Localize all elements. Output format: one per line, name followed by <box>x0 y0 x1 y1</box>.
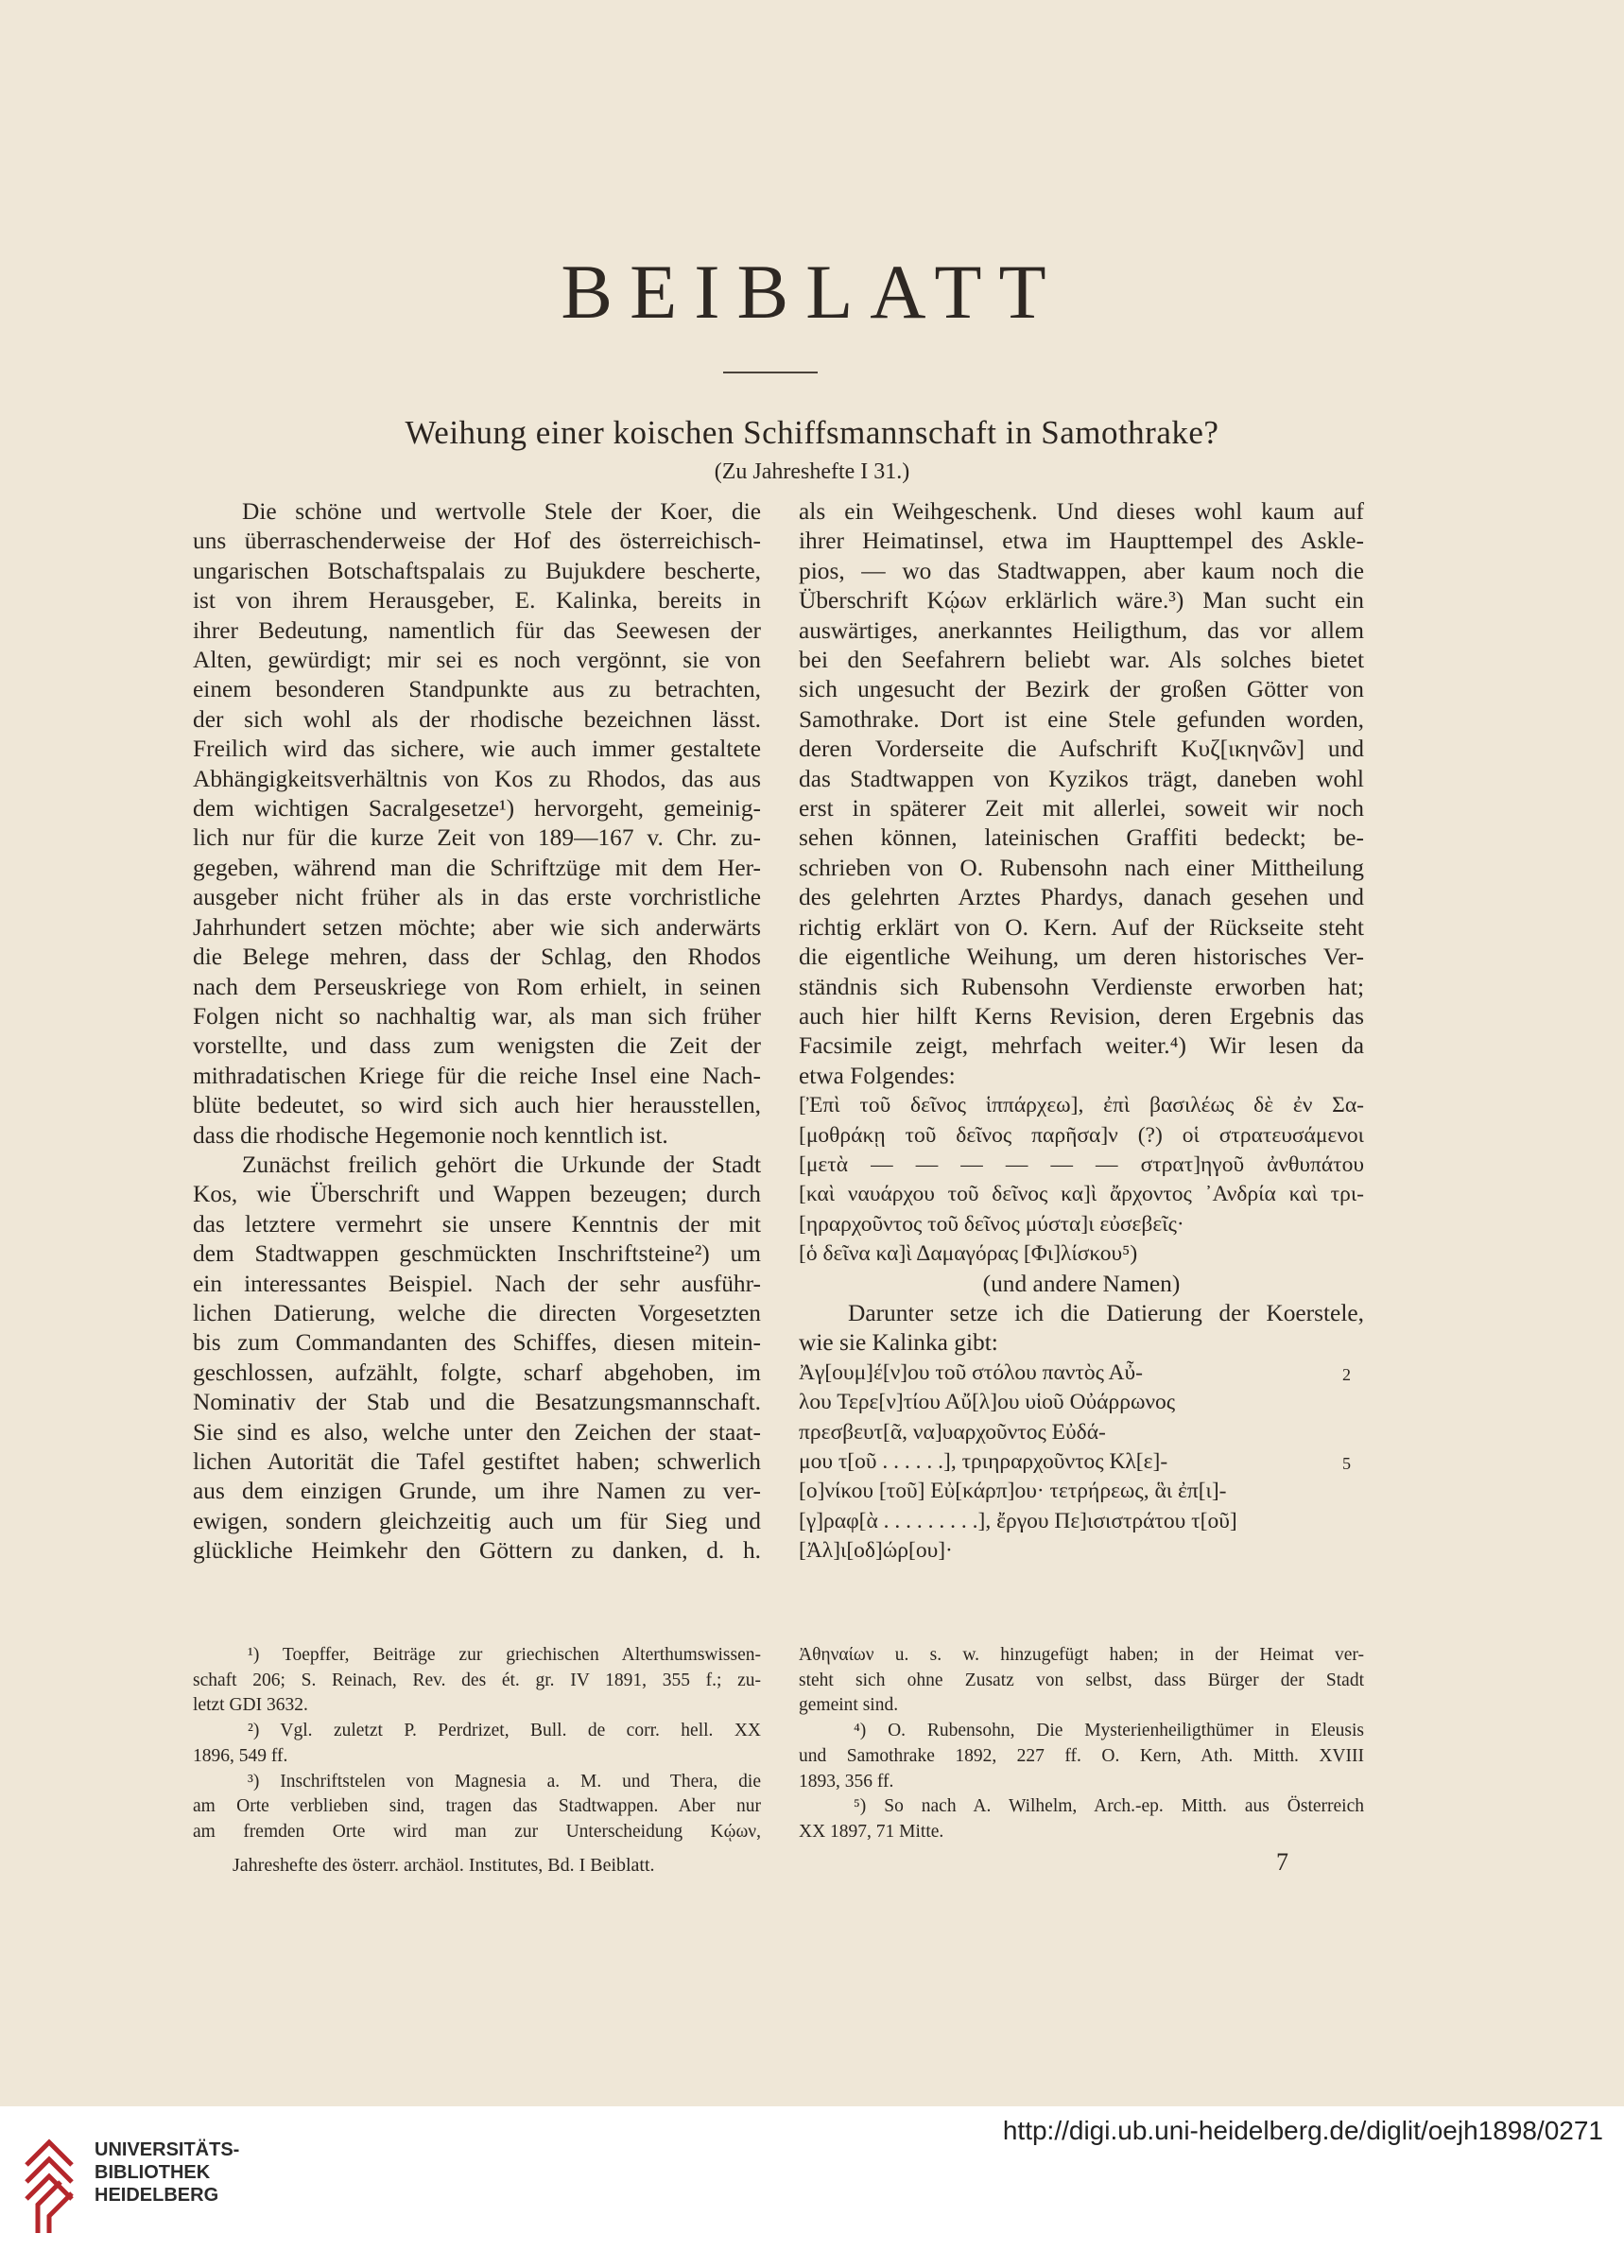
text-line <box>193 1507 761 1536</box>
text-line <box>799 883 1364 912</box>
text-line-text: [ηραρχοῦντος τοῦ δεῖνος μύστα]ι εὐσεβεῖς· <box>799 1211 1184 1237</box>
text-line-text: auch hier hilft Kerns Revision, deren Ergebnis das <box>799 1002 1364 1030</box>
text-line <box>799 823 1364 853</box>
text-line <box>799 735 1364 764</box>
text-line-text: λου Τερε[ν]τίου Αὔ[λ]ου υἱοῦ Οὐάρρωνος <box>799 1390 1176 1415</box>
footnote-line-text: und Samothrake 1892, 227 ff. O. Kern, Ath. Mitth. XVIII <box>799 1745 1364 1766</box>
text-line <box>799 1328 1364 1358</box>
text-line <box>799 1002 1364 1031</box>
text-line <box>799 1091 1364 1120</box>
text-line <box>193 1388 761 1417</box>
text-line-text: Folgen nicht so nachhaltig war, als man sich früher <box>193 1002 761 1030</box>
text-line <box>193 1447 761 1477</box>
line-number: 2 <box>1342 1364 1351 1384</box>
text-line <box>799 1388 1364 1417</box>
text-line <box>193 1359 761 1388</box>
text-line <box>193 616 761 646</box>
source-url-link[interactable]: http://digi.ub.uni-heidelberg.de/diglit/oejh1898/0271 <box>1002 2116 1603 2145</box>
library-logo-icon <box>19 2129 95 2242</box>
text-line-text: Jahrhundert setzen möchte; aber wie sich anderwärts <box>193 913 761 941</box>
footnotes-right <box>799 1643 1364 1845</box>
text-line <box>799 794 1364 823</box>
text-line <box>799 675 1364 704</box>
text-line <box>193 527 761 556</box>
footnotes-left <box>193 1643 761 1845</box>
text-line-text: ständnis sich Rubensohn Verdienste erworben hat; <box>799 973 1364 1000</box>
article-title: Weihung einer koischen Schiffsmannschaft in Samothrake? <box>405 414 1219 451</box>
text-line-text: blüte bedeutet, so wird sich auch hier herausstellen, <box>193 1092 761 1119</box>
text-line-text: die Belege mehren, dass der Schlag, den Rhodos <box>193 944 761 971</box>
text-line <box>799 616 1364 646</box>
text-line-text: Abhängigkeitsverhältnis von Kos zu Rhodos, das aus <box>193 765 761 792</box>
text-line <box>193 1270 761 1299</box>
text-line <box>193 1121 761 1151</box>
text-line <box>799 1121 1364 1151</box>
text-line <box>799 1062 1364 1091</box>
text-line <box>799 527 1364 556</box>
footnote-line-text: ⁵) So nach A. Wilhelm, Arch.-ep. Mitth. aus Österreich <box>854 1796 1364 1817</box>
text-line <box>799 1418 1364 1447</box>
text-line <box>799 1359 1364 1388</box>
footnote-line <box>799 1669 1364 1694</box>
text-line <box>193 854 761 883</box>
line-number: 5 <box>1342 1454 1351 1473</box>
text-line-text: das letztere vermehrt sie unsere Kenntnis der mit <box>193 1210 761 1238</box>
text-line-text: das Stadtwappen von Kyzikos trägt, daneben wohl <box>799 765 1364 792</box>
text-line <box>799 1210 1364 1239</box>
text-line <box>193 497 761 527</box>
text-line-text: [μοθράκῃ τοῦ δεῖνος παρῆσα]ν (?) οἱ στρατευσάμενοι <box>799 1122 1364 1148</box>
text-line-text: bis zum Commandanten des Schiffes, diesen mitein- <box>193 1329 761 1357</box>
library-name-line3: HEIDELBERG <box>95 2185 219 2206</box>
text-line <box>193 1151 761 1180</box>
text-line <box>799 1031 1364 1061</box>
section-heading: BEIBLATT <box>561 249 1063 335</box>
footnote-line-text: steht sich ohne Zusatz von selbst, dass Bürger der Stadt <box>799 1670 1364 1690</box>
footnote-line-text: Ἀθηναίων u. s. w. hinzugefügt haben; in der Heimat ver- <box>799 1645 1364 1665</box>
text-line <box>193 705 761 735</box>
footnote-line <box>193 1643 761 1669</box>
text-line-text: ausgeber nicht früher als in das erste vorchristliche <box>193 884 761 911</box>
text-line-text: Darunter setze ich die Datierung der Koerstele, <box>848 1299 1364 1326</box>
text-line-text: Zunächst freilich gehört die Urkunde der Stadt <box>242 1151 761 1178</box>
text-line-text: dem Stadtwappen geschmückten Inschriftsteine²) um <box>193 1240 761 1268</box>
journal-footer: Jahreshefte des österr. archäol. Institutes, Bd. I Beiblatt. <box>233 1855 655 1876</box>
text-line <box>193 1328 761 1358</box>
footnote-line <box>193 1744 761 1770</box>
text-line-text: schrieben von O. Rubensohn nach einer Mittheilung <box>799 854 1364 881</box>
footnote-line <box>799 1693 1364 1719</box>
text-line-text: Überschrift Κῴων erklärlich wäre.³) Man sucht ein <box>799 587 1364 615</box>
text-line-text: πρεσβευτ[ᾶ, να]υαρχοῦντος Εὐδά- <box>799 1419 1106 1445</box>
text-line-text: auswärtiges, anerkanntes Heiligthum, das vor allem <box>799 616 1364 644</box>
text-line <box>193 1299 761 1328</box>
text-line-text: die eigentliche Weihung, um deren historisches Ver- <box>799 944 1364 971</box>
footnote-line <box>193 1820 761 1845</box>
text-line-text: [ο]νίκου [τοῦ] Εὐ[κάρπ]ου· τετρήρεως, ἃι ἐπ[ι]- <box>799 1479 1227 1504</box>
text-line <box>193 557 761 586</box>
text-line <box>799 973 1364 1002</box>
text-line-text: [ὁ δεῖνα κα]ὶ Δαμαγόρας [Φι]λίσκου⁵) <box>799 1241 1138 1267</box>
text-line-text: aus dem einzigen Grunde, um ihre Namen zu ver- <box>193 1478 761 1505</box>
text-line-text: uns überraschenderweise der Hof des österreichisch- <box>193 528 761 555</box>
footnote-line <box>799 1744 1364 1770</box>
footnote-line <box>799 1643 1364 1669</box>
footnote-line <box>193 1669 761 1694</box>
text-line-text: Alten, gewürdigt; mir sei es noch vergönnt, sie von <box>193 647 761 674</box>
text-line-text: Die schöne und wertvolle Stele der Koer, die <box>242 498 761 525</box>
text-line-text: [Ἐπὶ τοῦ δεῖνος ἱππάρχεω], ἐπὶ βασιλέως δὲ ἐν Σα- <box>799 1093 1364 1118</box>
text-line <box>193 1477 761 1506</box>
text-line-text: [μετὰ — — — — — — στρατ]ηγοῦ ἀνθυπάτου <box>799 1151 1364 1177</box>
text-line <box>193 1180 761 1209</box>
text-line-text: [καὶ ναυάρχου τοῦ δεῖνος κα]ὶ ἄρχοντος ᾿Ανδρία καὶ τρι- <box>799 1182 1364 1207</box>
text-line <box>799 497 1364 527</box>
text-line-text: ist von ihrem Herausgeber, E. Kalinka, bereits in <box>193 587 761 615</box>
left-text-column <box>193 497 761 1567</box>
footnote-line-text: schaft 206; S. Reinach, Rev. des ét. gr. IV 1891, 355 f.; zu- <box>193 1670 761 1690</box>
text-line <box>193 794 761 823</box>
library-name-line1: UNIVERSITÄTS- <box>95 2139 240 2160</box>
text-line-text: vorstellte, und dass zum wenigsten die Zeit der <box>193 1032 761 1060</box>
text-line <box>193 675 761 704</box>
text-line <box>799 1180 1364 1209</box>
text-line <box>193 943 761 972</box>
text-line-text: geschlossen, aufzählt, folgte, scharf abgehoben, im <box>193 1359 761 1386</box>
text-line-text: ewigen, sondern gleichzeitig auch um für Sieg und <box>193 1507 761 1534</box>
text-line-text: des gelehrten Arztes Phardys, danach gesehen und <box>799 884 1364 911</box>
text-line <box>193 883 761 912</box>
footnote-line-text: XX 1897, 71 Mitte. <box>799 1821 944 1842</box>
text-line <box>799 854 1364 883</box>
text-line-text: Facsimile zeigt, mehrfach weiter.⁴) Wir lesen da <box>799 1032 1364 1060</box>
text-line-text: [γ]ραφ[ὰ . . . . . . . . .], ἔργου Πε]ισιστράτου τ[οῦ] <box>799 1508 1237 1533</box>
text-line <box>799 1151 1364 1180</box>
footnote-line <box>193 1794 761 1820</box>
text-line-text: Kos, wie Überschrift und Wappen bezeugen; durch <box>193 1181 761 1208</box>
text-line <box>193 1210 761 1239</box>
footnote-line-text: ⁴) O. Rubensohn, Die Mysterienheiligthümer in Eleusis <box>854 1721 1364 1741</box>
article-subtitle: (Zu Jahreshefte I 31.) <box>714 459 910 484</box>
footnote-line <box>193 1770 761 1795</box>
text-line-text: dass die rhodische Hegemonie noch kenntlich ist. <box>193 1121 668 1149</box>
text-line <box>799 1536 1364 1566</box>
text-line-text: pios, — wo das Stadtwappen, aber kaum noch die <box>799 557 1364 584</box>
text-line <box>799 1270 1364 1299</box>
text-line-text: sehen können, lateinischen Graffiti bedeckt; be- <box>799 824 1364 852</box>
footnote-line-text: ³) Inschriftstelen von Magnesia a. M. und Thera, die <box>248 1771 761 1792</box>
library-name <box>95 2138 239 2207</box>
text-line <box>193 1031 761 1061</box>
footnote-line-text: letzt GDI 3632. <box>193 1695 308 1716</box>
text-line <box>193 1002 761 1031</box>
text-line-text: erst in späterer Zeit mit allerlei, soweit wir noch <box>799 795 1364 822</box>
text-line <box>799 943 1364 972</box>
text-line-text: richtig erklärt von O. Kern. Auf der Rückseite steht <box>799 913 1364 941</box>
text-line-text: ihrer Heimatinsel, etwa im Haupttempel des Askle- <box>799 528 1364 555</box>
text-line-text: mithradatischen Kriege für die reiche Insel eine Nach- <box>193 1062 761 1089</box>
text-line <box>193 765 761 794</box>
footnote-line <box>799 1770 1364 1795</box>
text-line <box>193 1091 761 1120</box>
text-line-text: einem besonderen Standpunkte aus zu betrachten, <box>193 676 761 703</box>
text-line-text: gegeben, während man die Schriftzüge mit dem Her- <box>193 854 761 881</box>
text-line-text: lichen Datierung, welche die directen Vorgesetzten <box>193 1299 761 1326</box>
text-line-text: glückliche Heimkehr den Göttern zu danken, d. h. <box>193 1537 761 1565</box>
text-line <box>799 705 1364 735</box>
text-line-text: Sie sind es also, welche unter den Zeichen der staat- <box>193 1418 761 1446</box>
text-line-text: sich ungesucht der Bezirk der großen Götter von <box>799 676 1364 703</box>
text-line <box>799 1299 1364 1328</box>
text-line-text: μου τ[οῦ . . . . . .], τριηραρχοῦντος Κλ[ε]- <box>799 1449 1168 1474</box>
footnote-line-text: am fremden Orte wird man zur Unterscheidung Κῴων, <box>193 1821 761 1842</box>
text-line-text: Ἀγ[ουμ]έ[ν]ου τοῦ στόλου παντὸς Αὖ- <box>799 1359 1143 1385</box>
footnote-line <box>799 1820 1364 1845</box>
text-line <box>799 1477 1364 1506</box>
text-line-text: etwa Folgendes: <box>799 1062 956 1089</box>
library-name-line2: BIBLIOTHEK <box>95 2162 211 2183</box>
text-line <box>799 1447 1364 1477</box>
text-line <box>799 765 1364 794</box>
text-line <box>193 735 761 764</box>
text-line <box>193 823 761 853</box>
text-line <box>193 1536 761 1566</box>
footnote-line-text: am Orte verblieben sind, tragen das Stadtwappen. Aber nur <box>193 1796 761 1817</box>
text-line-text: Samothrake. Dort ist eine Stele gefunden worden, <box>799 705 1364 733</box>
text-line <box>799 557 1364 586</box>
text-line <box>799 646 1364 675</box>
footnote-line-text: gemeint sind. <box>799 1695 899 1716</box>
footnote-line <box>799 1794 1364 1820</box>
divider-rule <box>723 372 818 373</box>
text-line-text: ein interessantes Beispiel. Nach der sehr ausführ- <box>193 1270 761 1297</box>
text-line <box>193 646 761 675</box>
text-line <box>799 1507 1364 1536</box>
text-line-text: der sich wohl als der rhodische bezeichnen lässt. <box>193 705 761 733</box>
text-line-text: deren Vorderseite die Aufschrift Κυζ[ικηνῶν] und <box>799 736 1364 763</box>
footnote-line <box>193 1719 761 1744</box>
text-line <box>193 586 761 615</box>
text-line-text: lich nur für die kurze Zeit von 189—167 v. Chr. zu- <box>193 824 761 852</box>
text-line-text: dem wichtigen Sacralgesetze¹) hervorgeht, gemeinig- <box>193 795 761 822</box>
footnote-line-text: 1893, 356 ff. <box>799 1771 894 1792</box>
text-line-text: lichen Autorität die Tafel gestiftet haben; schwerlich <box>193 1448 761 1475</box>
text-line <box>193 973 761 1002</box>
right-text-column <box>799 497 1364 1567</box>
footnote-line-text: ¹) Toepffer, Beiträge zur griechischen Alterthumswissen- <box>248 1645 761 1665</box>
text-line <box>799 1239 1364 1269</box>
text-line <box>193 1062 761 1091</box>
text-line <box>193 1418 761 1447</box>
footnote-line <box>799 1719 1364 1744</box>
text-line-text: (und andere Namen) <box>982 1270 1181 1297</box>
footnote-line <box>193 1693 761 1719</box>
page-number: 7 <box>1276 1848 1288 1876</box>
text-line-text: als ein Weihgeschenk. Und dieses wohl kaum auf <box>799 498 1364 525</box>
footnote-line-text: 1896, 549 ff. <box>193 1745 288 1766</box>
footnote-line-text: ²) Vgl. zuletzt P. Perdrizet, Bull. de corr. hell. XX <box>248 1721 761 1741</box>
text-line <box>193 913 761 943</box>
text-line <box>799 586 1364 615</box>
text-line-text: wie sie Kalinka gibt: <box>799 1329 998 1357</box>
text-line <box>193 1239 761 1269</box>
text-line-text: Freilich wird das sichere, wie auch immer gestaltete <box>193 736 761 763</box>
text-line-text: ungarischen Botschaftspalais zu Bujukdere bescherte, <box>193 557 761 584</box>
text-line-text: Nominativ der Stab und die Besatzungsmannschaft. <box>193 1389 761 1416</box>
text-line-text: [Ἀλ]ι[οδ]ώρ[ου]· <box>799 1538 953 1564</box>
text-line-text: ihrer Bedeutung, namentlich für das Seewesen der <box>193 616 761 644</box>
text-line <box>799 913 1364 943</box>
text-line-text: bei den Seefahrern beliebt war. Als solches bietet <box>799 647 1364 674</box>
text-line-text: nach dem Perseuskriege von Rom erhielt, in seinen <box>193 973 761 1000</box>
